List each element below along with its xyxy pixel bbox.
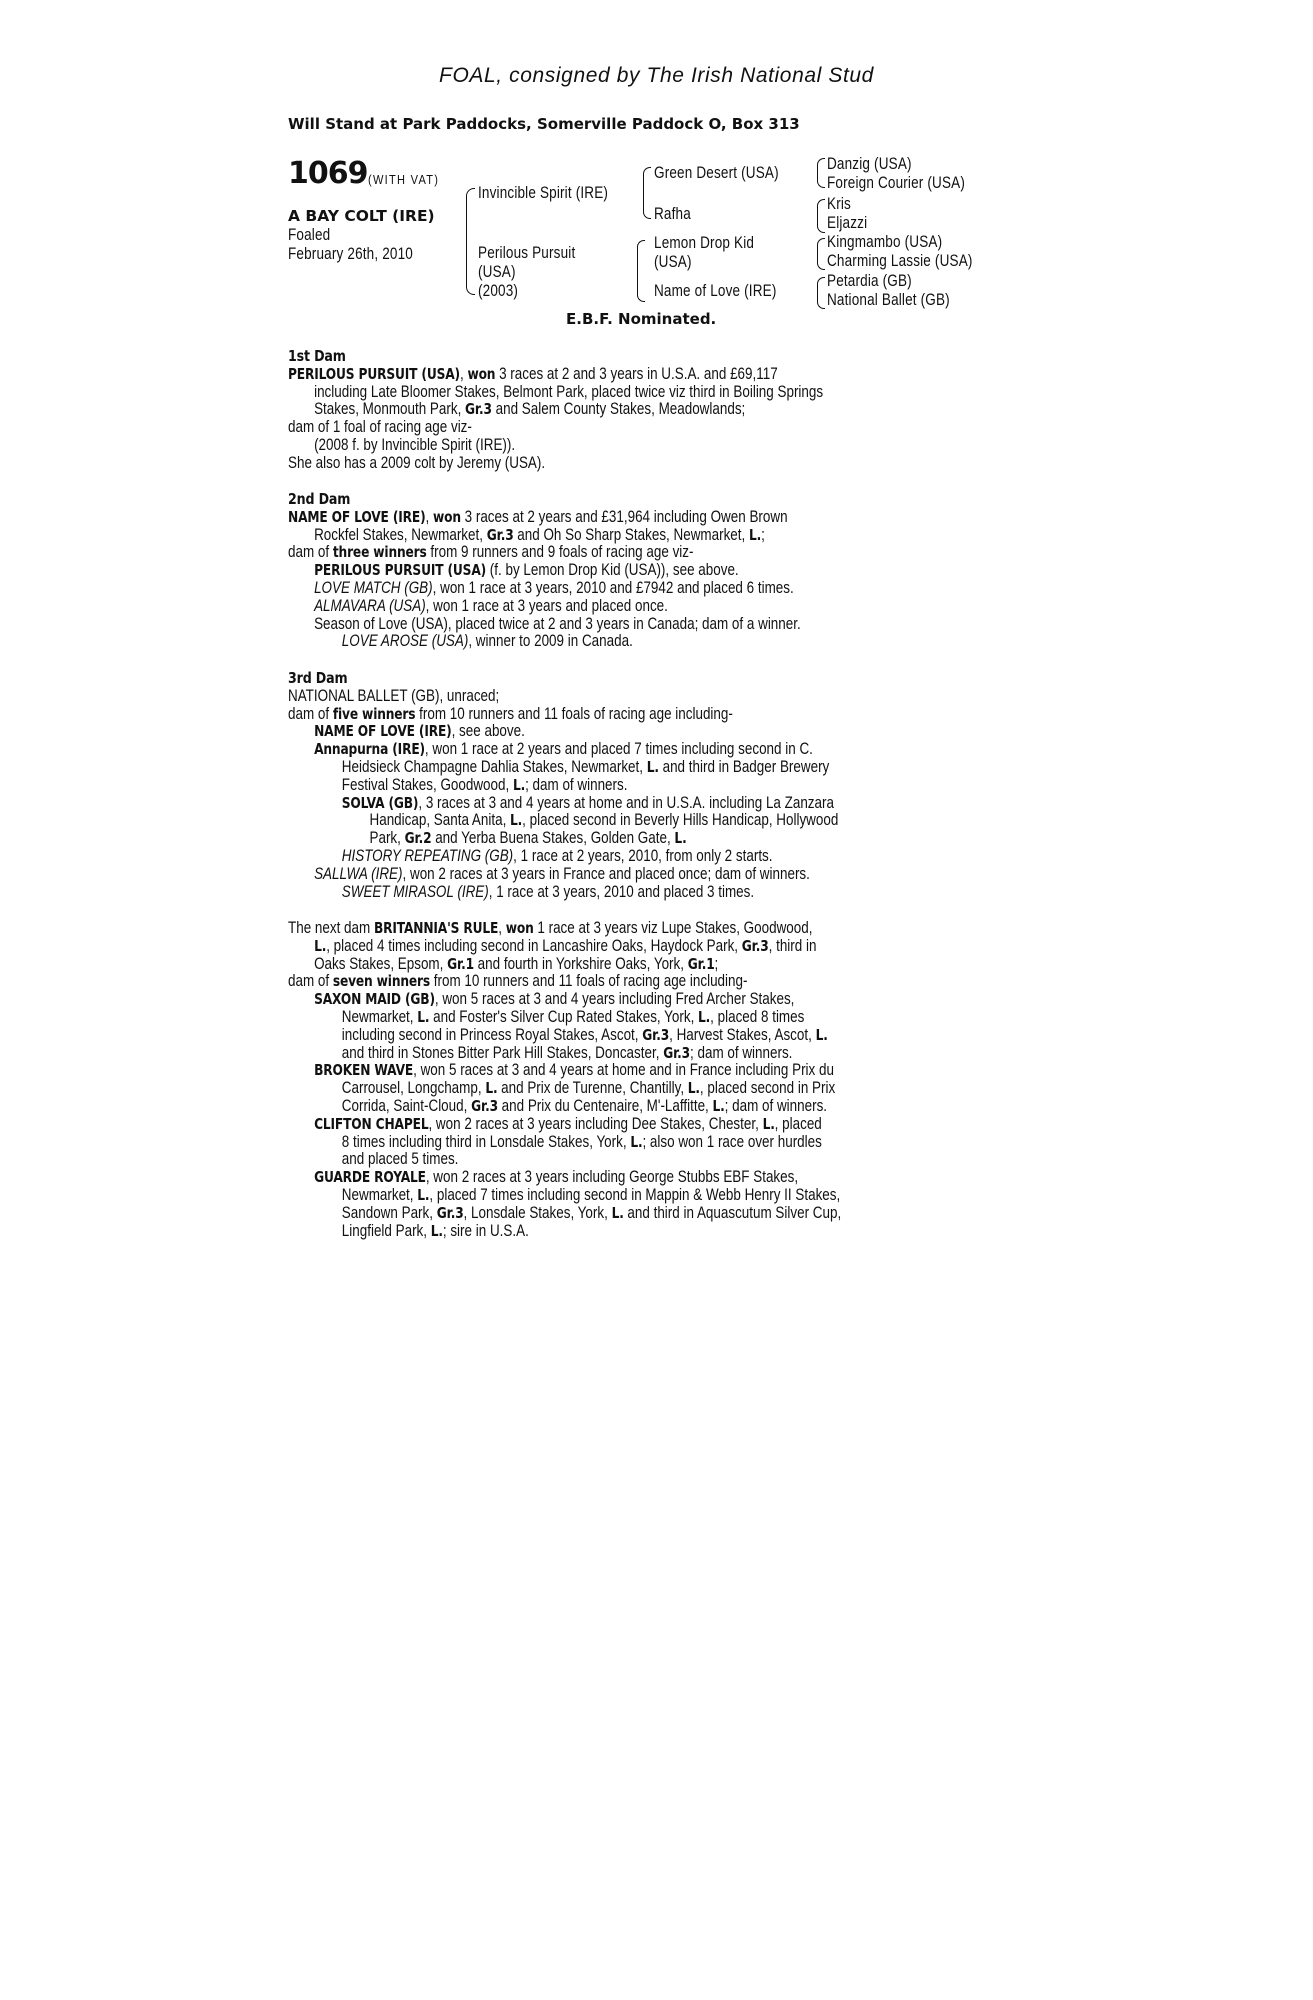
first-dam-section [288,348,1023,473]
next-dam-line: The next dam BRITANNIA'S RULE, won 1 race at 3 years viz Lupe Stakes, Goodwood, [288,919,813,937]
second-dam-line: PERILOUS PURSUIT (USA) (f. by Lemon Drop Kid (USA)), see above. [314,561,739,580]
first-dam-line: including Late Bloomer Stakes, Belmont Park, placed twice viz third in Boiling Springs [314,382,824,401]
lot-number: 1069 [288,156,368,191]
third-dam-line: Park, Gr.2 and Yerba Buena Stakes, Golden Gate, L. [369,829,687,848]
second-dam-line: dam of three winners from 9 runners and 9 foals of racing age viz- [288,543,694,562]
pedigree-dam-line3: (2003) [478,282,519,300]
first-dam-line: dam of 1 foal of racing age viz- [288,418,472,437]
second-dam-line: LOVE AROSE (USA), winner to 2009 in Canada. [341,632,633,651]
pedigree-dsd: Charming Lassie (USA) [827,252,973,270]
next-dam-section [288,920,1023,1240]
next-dam-line: dam of seven winners from 10 runners and 11 foals of racing age including- [288,972,748,991]
third-dam-line: NAME OF LOVE (IRE), see above. [314,722,525,741]
third-dam-line: NATIONAL BALLET (GB), unraced; [288,686,500,705]
pedigree-ss: Green Desert (USA) [654,164,779,182]
stand-location: Will Stand at Park Paddocks, Somerville Paddock O, Box 313 [288,115,800,133]
foaled-date: February 26th, 2010 [288,245,413,263]
next-dam-line: Lingfield Park, L.; sire in U.S.A. [341,1221,529,1240]
second-dam-line: NAME OF LOVE (IRE), won 3 races at 2 years and £31,964 including Owen Brown [288,507,788,526]
third-dam-line: SOLVA (GB), 3 races at 3 and 4 years at home and in U.S.A. including La Zanzara [341,793,834,812]
next-dam-line: L., placed 4 times including second in Lancashire Oaks, Haydock Park, Gr.3, third in [314,936,817,955]
second-dam-line: Season of Love (USA), placed twice at 2 and 3 years in Canada; dam of a winner. [314,614,801,633]
second-dam-heading: 2nd Dam [288,490,351,508]
second-dam-line: LOVE MATCH (GB), won 1 race at 3 years, 2010 and £7942 and placed 6 times. [314,578,794,597]
third-dam-heading: 3rd Dam [288,669,348,687]
third-dam-line: Festival Stakes, Goodwood, L.; dam of winners. [341,775,628,794]
pedigree-dam-line1: Perilous Pursuit [478,244,576,262]
pedigree-ssd: Foreign Courier (USA) [827,174,966,192]
pedigree-sss: Danzig (USA) [827,155,912,173]
next-dam-line: CLIFTON CHAPEL, won 2 races at 3 years including Dee Stakes, Chester, L., placed [314,1114,822,1133]
consignment-line: FOAL, consigned by The Irish National Stud [439,64,874,87]
next-dam-line: and placed 5 times. [341,1150,459,1169]
next-dam-line: BROKEN WAVE, won 5 races at 3 and 4 years at home and in France including Prix du [314,1061,834,1080]
third-dam-line: HISTORY REPEATING (GB), 1 race at 2 years, 2010, from only 2 starts. [341,846,773,865]
first-dam-line: (2008 f. by Invincible Spirit (IRE)). [314,435,516,454]
pedigree-dam-line2: (USA) [478,263,516,281]
next-dam-line: SAXON MAID (GB), won 5 races at 3 and 4 years including Fred Archer Stakes, [314,990,795,1009]
next-dam-line: Newmarket, L., placed 7 times including second in Mappin & Webb Henry II Stakes, [341,1185,841,1204]
third-dam-line: SWEET MIRASOL (IRE), 1 race at 3 years, 2010 and placed 3 times. [341,882,755,901]
third-dam-section [288,670,1023,901]
second-dam-section [288,491,1023,651]
foaled-label: Foaled [288,226,331,244]
pedigree-sds: Kris [827,195,851,213]
lot-title: A BAY COLT (IRE) [288,207,435,225]
first-dam-heading: 1st Dam [288,347,346,365]
second-dam-line: Rockfel Stakes, Newmarket, Gr.3 and Oh So Sharp Stakes, Newmarket, L.; [314,525,765,544]
pedigree-sd: Rafha [654,205,691,223]
third-dam-line: dam of five winners from 10 runners and 11 foals of racing age including- [288,704,733,723]
next-dam-line: Newmarket, L. and Foster's Silver Cup Rated Stakes, York, L., placed 8 times [341,1007,805,1026]
first-dam-line: Stakes, Monmouth Park, Gr.3 and Salem County Stakes, Meadowlands; [314,400,746,419]
pedigree-brace-sd [817,199,825,233]
next-dam-line: GUARDE ROYALE, won 2 races at 3 years including George Stubbs EBF Stakes, [314,1168,799,1187]
next-dam-line: and third in Stones Bitter Park Hill Stakes, Doncaster, Gr.3; dam of winners. [341,1043,793,1062]
third-dam-line: Handicap, Santa Anita, L., placed second in Beverly Hills Handicap, Hollywood [369,811,839,830]
pedigree-dd: Name of Love (IRE) [654,282,777,300]
pedigree-ds-line2: (USA) [654,253,692,271]
next-dam-line: 8 times including third in Lonsdale Stakes, York, L.; also won 1 race over hurdles [341,1132,822,1151]
second-dam-line: ALMAVARA (USA), won 1 race at 3 years and placed once. [314,596,668,615]
ebf-nomination: E.B.F. Nominated. [566,310,717,328]
third-dam-line: SALLWA (IRE), won 2 races at 3 years in France and placed once; dam of winners. [314,864,810,883]
next-dam-line: Oaks Stakes, Epsom, Gr.1 and fourth in Yorkshire Oaks, York, Gr.1; [314,954,719,973]
pedigree-sdd: Eljazzi [827,214,868,232]
pedigree-ds-line1: Lemon Drop Kid [654,234,755,252]
pedigree-dds: Petardia (GB) [827,272,912,290]
first-dam-line: PERILOUS PURSUIT (USA), won 3 races at 2 and 3 years in U.S.A. and £69,117 [288,364,778,383]
pedigree-dss: Kingmambo (USA) [827,233,943,251]
next-dam-line: Carrousel, Longchamp, L. and Prix de Turenne, Chantilly, L., placed second in Prix [341,1079,836,1098]
vat-note: (WITH VAT) [368,172,440,187]
third-dam-line: Annapurna (IRE), won 1 race at 2 years and placed 7 times including second in C. [314,740,813,759]
next-dam-line: including second in Princess Royal Stakes, Ascot, Gr.3, Harvest Stakes, Ascot, L. [341,1025,828,1044]
next-dam-line: Corrida, Saint-Cloud, Gr.3 and Prix du Centenaire, M'-Laffitte, L.; dam of winners. [341,1096,828,1115]
pedigree-sire: Invincible Spirit (IRE) [478,184,609,202]
pedigree-brace-ss [817,158,825,188]
pedigree-brace-sire [643,167,651,219]
pedigree-brace-dam [637,240,645,302]
next-dam-line: Sandown Park, Gr.3, Lonsdale Stakes, York, L. and third in Aquascutum Silver Cup, [341,1203,842,1222]
pedigree-brace-ds [817,238,825,270]
pedigree-brace-dd [817,277,825,309]
third-dam-line: Heidsieck Champagne Dahlia Stakes, Newmarket, L. and third in Badger Brewery [341,757,830,776]
pedigree-ddd: National Ballet (GB) [827,291,950,309]
first-dam-line: She also has a 2009 colt by Jeremy (USA). [288,453,546,472]
